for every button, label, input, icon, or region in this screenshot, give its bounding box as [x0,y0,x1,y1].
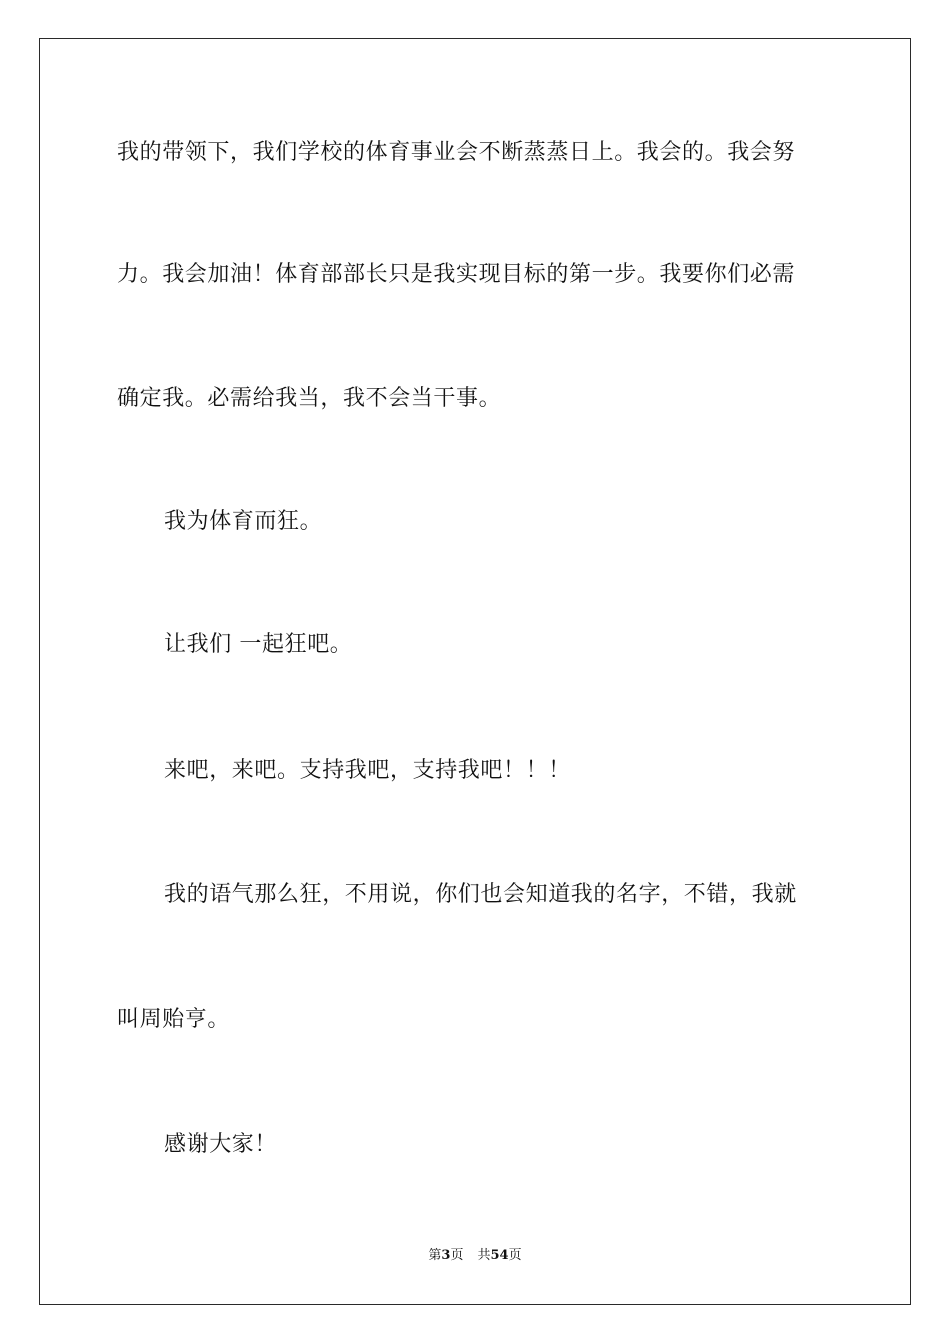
paragraph-text: 我为体育而狂。 [164,509,323,534]
current-page-number: 3 [441,1248,451,1263]
paragraph-text: 我的语气那么狂，不用说，你们也会知道我的名字，不错，我就 [164,882,797,907]
body-text-line-1: 我的带领下，我们学校的体育事业会不断蒸蒸日上。我会的。我会努 [117,140,796,165]
paragraph-text: 来吧，来吧。支持我吧，支持我吧！！！ [164,758,571,783]
body-text-line-2: 力。我会加油！体育部部长只是我实现目标的第一步。我要你们必需 [117,262,796,287]
page-border [39,38,911,1305]
total-page-count: 54 [490,1248,509,1263]
page-prefix: 第 [428,1248,442,1263]
total-prefix: 共 [477,1248,491,1263]
page-footer [0,1247,950,1265]
paragraph-text: 让我们 一起狂吧。 [164,632,353,657]
body-text-line: 叫周贻亨。 [117,1007,231,1032]
body-text-line-3: 确定我。必需给我当，我不会当干事。 [117,386,502,411]
closing-text: 感谢大家！ [164,1132,278,1157]
total-suffix: 页 [508,1248,522,1263]
page-suffix: 页 [450,1248,464,1263]
